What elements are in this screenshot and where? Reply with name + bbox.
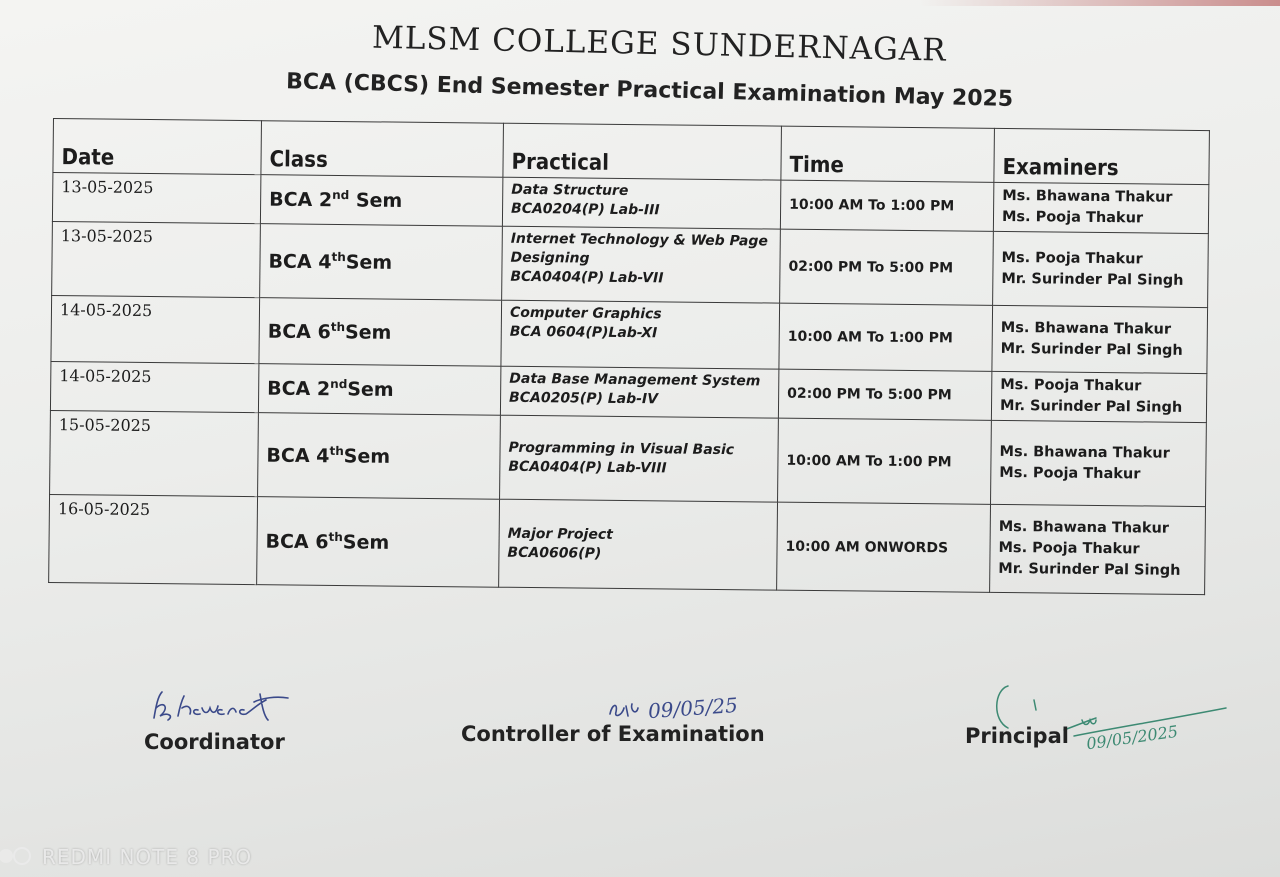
time-cell: 10:00 AM To 1:00 PM — [779, 303, 993, 371]
time-cell: 10:00 AM To 1:00 PM — [780, 180, 994, 231]
examiners-cell: Ms. Bhawana Thakur Ms. Pooja Thakur Mr. Surinder Pal Singh — [990, 504, 1206, 594]
time-cell: 10:00 AM To 1:00 PM — [778, 418, 992, 504]
examiners-cell: Ms. Bhawana Thakur Ms. Pooja Thakur — [993, 182, 1209, 233]
class-cell: BCA 6thSem — [259, 298, 502, 367]
camera-watermark — [0, 845, 252, 871]
date-cell: 13-05-2025 — [52, 221, 261, 297]
principal-block — [965, 724, 1069, 748]
class-cell: BCA 4thSem — [258, 413, 501, 500]
coordinator-signature — [148, 686, 298, 726]
practical-cell: Data Base Management System BCA0205(P) Lab-IV — [500, 366, 778, 418]
examiners-cell: Ms. Bhawana Thakur Mr. Surinder Pal Singh — [992, 305, 1208, 373]
controller-label: Controller of Examination — [461, 722, 765, 746]
principal-label: Principal — [965, 724, 1069, 748]
date-cell: 15-05-2025 — [50, 410, 259, 496]
exam-subtitle: BCA (CBCS) End Semester Practical Examination May 2025 — [285, 69, 1014, 112]
table-row — [50, 410, 1207, 506]
class-cell: BCA 6thSem — [257, 497, 500, 588]
principal-signature-date: 09/05/2025 — [1085, 721, 1180, 754]
column-header-practical: Practical — [503, 123, 782, 180]
camera-dots-icon — [0, 846, 34, 871]
table-row — [52, 221, 1209, 307]
class-cell: BCA 4thSem — [260, 224, 503, 301]
schedule-table-container — [48, 118, 1209, 595]
column-header-date: Date — [53, 119, 262, 175]
college-title: MLSM COLLEGE SUNDERNAGAR — [371, 19, 948, 69]
camera-watermark-text: REDMI NOTE 8 PRO — [42, 845, 253, 869]
column-header-time: Time — [781, 126, 995, 182]
date-cell: 14-05-2025 — [50, 361, 259, 412]
column-header-class: Class — [261, 121, 504, 178]
schedule-table — [48, 118, 1210, 595]
practical-cell: Computer Graphics BCA 0604(P)Lab-XI — [501, 300, 780, 369]
practical-cell: Data Structure BCA0204(P) Lab-III — [502, 177, 780, 229]
time-cell: 02:00 PM To 5:00 PM — [778, 369, 992, 420]
time-cell: 02:00 PM To 5:00 PM — [780, 229, 994, 305]
practical-cell: Programming in Visual Basic BCA0404(P) Lab-VIII — [500, 415, 779, 502]
column-header-examiners: Examiners — [994, 128, 1210, 184]
time-cell: 10:00 AM ONWORDS — [777, 502, 991, 592]
practical-cell: Internet Technology & Web Page Designing BCA0404(P) Lab-VII — [502, 226, 781, 303]
class-cell: BCA 2nd Sem — [260, 175, 502, 227]
date-cell: 14-05-2025 — [51, 295, 260, 363]
controller-signature-date: 09/05/25 — [647, 692, 739, 724]
practical-cell: Major Project BCA0606(P) — [499, 499, 778, 590]
coordinator-label: Coordinator — [144, 730, 285, 754]
table-row — [51, 295, 1208, 373]
controller-block — [461, 722, 765, 746]
examiners-cell: Ms. Pooja Thakur Mr. Surinder Pal Singh — [993, 231, 1209, 307]
date-cell: 13-05-2025 — [52, 173, 261, 224]
examiners-cell: Ms. Bhawana Thakur Ms. Pooja Thakur — [991, 420, 1207, 506]
examiners-cell: Ms. Pooja Thakur Mr. Surinder Pal Singh — [991, 371, 1207, 422]
class-cell: BCA 2ndSem — [258, 364, 500, 416]
date-cell: 16-05-2025 — [49, 494, 258, 584]
coordinator-block — [144, 730, 285, 754]
table-row — [49, 494, 1206, 594]
paper-edge — [920, 0, 1280, 6]
